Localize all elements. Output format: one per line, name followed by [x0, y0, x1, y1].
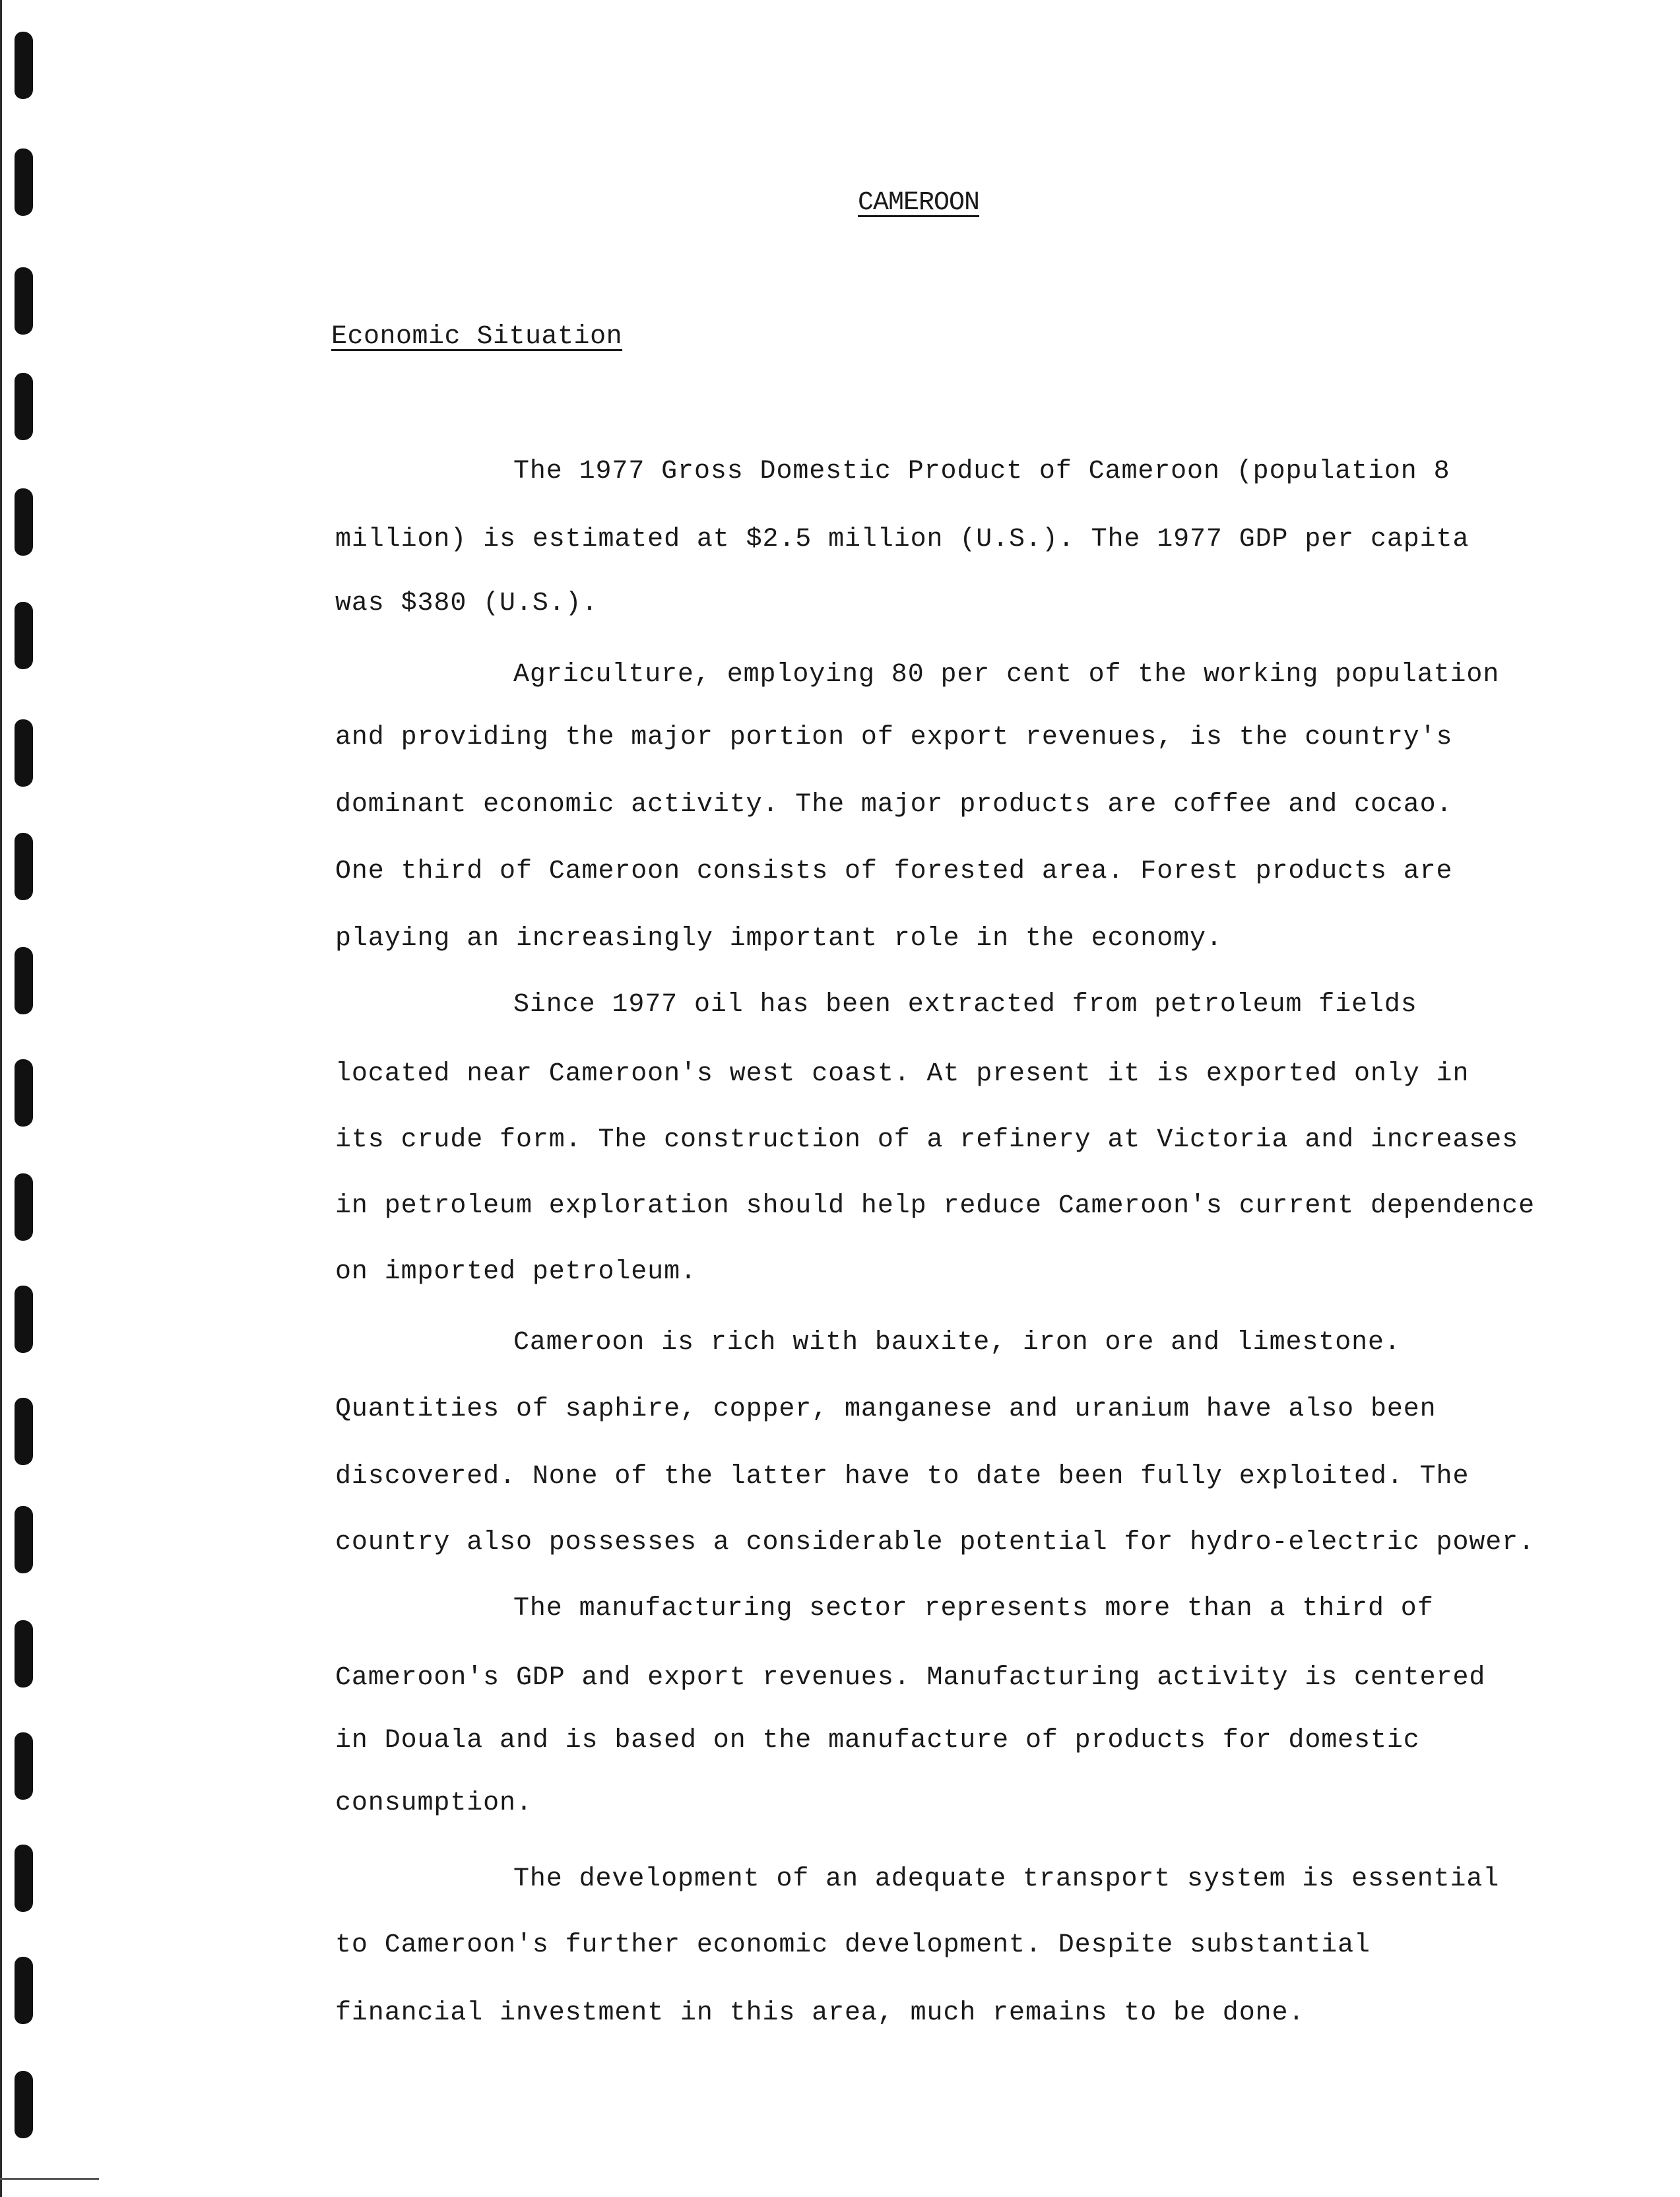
text-line: and providing the major portion of export revenues, is the country's	[335, 723, 1453, 752]
binder-hole	[15, 1173, 33, 1241]
binder-holes	[0, 0, 40, 2197]
text-line: playing an increasingly important role in the economy.	[335, 924, 1223, 954]
binder-hole	[15, 719, 33, 787]
text-line: million) is estimated at $2.5 million (U.S.). The 1977 GDP per capita	[335, 525, 1470, 554]
binder-hole	[15, 602, 33, 669]
binder-hole	[15, 1732, 33, 1800]
text-line: its crude form. The construction of a refinery at Victoria and increases	[335, 1125, 1519, 1155]
binder-hole	[15, 1398, 33, 1465]
text-line: Cameroon's GDP and export revenues. Manufacturing activity is centered	[335, 1663, 1486, 1693]
binder-hole	[15, 1620, 33, 1688]
binder-hole	[15, 1286, 33, 1353]
text-line: One third of Cameroon consists of forested area. Forest products are	[335, 857, 1453, 886]
binder-hole	[15, 2071, 33, 2138]
text-line: discovered. None of the latter have to date been fully exploited. The	[335, 1462, 1470, 1492]
binder-hole	[15, 148, 33, 216]
page-title: CAMEROON	[858, 188, 980, 218]
text-line: consumption.	[335, 1788, 533, 1818]
binder-hole	[15, 267, 33, 335]
binder-hole	[15, 373, 33, 440]
text-line: The manufacturing sector represents more than a third of	[513, 1594, 1434, 1623]
text-line: was $380 (U.S.).	[335, 589, 598, 618]
binder-hole	[15, 1845, 33, 1912]
text-line: country also possesses a considerable potential for hydro-electric power.	[335, 1528, 1535, 1558]
binder-hole	[15, 1506, 33, 1573]
text-line: to Cameroon's further economic development. Despite substantial	[335, 1930, 1371, 1960]
text-line: on imported petroleum.	[335, 1257, 697, 1287]
text-line: Quantities of saphire, copper, manganese and uranium have also been	[335, 1394, 1437, 1424]
binder-hole	[15, 833, 33, 900]
binder-hole	[15, 1059, 33, 1127]
text-line: Agriculture, employing 80 per cent of the working population	[513, 660, 1500, 690]
text-line: The 1977 Gross Domestic Product of Cameroon (population 8	[513, 457, 1450, 486]
section-heading: Economic Situation	[331, 322, 623, 352]
text-line: The development of an adequate transport system is essential	[513, 1864, 1500, 1894]
text-line: located near Cameroon's west coast. At present it is exported only in	[335, 1059, 1470, 1089]
text-line: dominant economic activity. The major products are coffee and cocao.	[335, 790, 1453, 820]
binder-hole	[15, 1957, 33, 2024]
text-line: Cameroon is rich with bauxite, iron ore and limestone.	[513, 1328, 1401, 1358]
binder-hole	[15, 947, 33, 1014]
binder-hole	[15, 32, 33, 99]
text-line: in petroleum exploration should help reduce Cameroon's current dependence	[335, 1191, 1535, 1221]
text-line: in Douala and is based on the manufacture of products for domestic	[335, 1726, 1420, 1755]
text-line: Since 1977 oil has been extracted from petroleum fields	[513, 990, 1417, 1020]
binder-hole	[15, 488, 33, 556]
text-line: financial investment in this area, much remains to be done.	[335, 1998, 1305, 2028]
